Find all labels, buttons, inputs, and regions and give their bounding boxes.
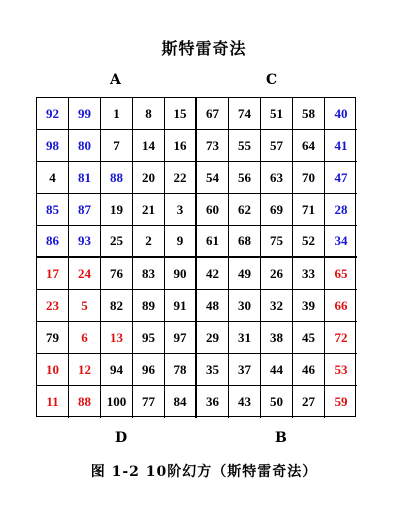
grid-cell: 39 xyxy=(293,290,325,322)
grid-cell: 17 xyxy=(37,258,69,290)
grid-cell: 58 xyxy=(293,98,325,130)
grid-cell: 77 xyxy=(133,386,165,418)
grid-cell: 40 xyxy=(325,98,357,130)
grid-cell: 34 xyxy=(325,226,357,258)
grid-cell: 51 xyxy=(261,98,293,130)
grid-cell: 41 xyxy=(325,130,357,162)
grid-cell: 48 xyxy=(197,290,229,322)
grid-cell: 59 xyxy=(334,394,348,409)
grid-cell: 83 xyxy=(133,258,165,290)
grid-cell: 64 xyxy=(293,130,325,162)
grid-cell: 60 xyxy=(197,194,229,226)
grid-cell: 35 xyxy=(197,354,229,386)
grid-cell: 66 xyxy=(325,290,357,322)
grid-cell: 10 xyxy=(37,354,69,386)
grid-cell: 81 xyxy=(69,162,101,194)
grid-cell: 97 xyxy=(165,322,197,354)
figure-caption: 图 1-2 10阶幻方（斯特雷奇法） xyxy=(90,464,318,480)
grid-cell: 9 xyxy=(165,226,197,258)
grid-cell: 3 xyxy=(165,194,197,226)
grid-cell: 29 xyxy=(197,322,229,354)
grid-cell: 74 xyxy=(229,98,261,130)
grid-cell: 33 xyxy=(293,258,325,290)
grid-cell: 11 xyxy=(37,386,69,418)
grid-cell: 37 xyxy=(229,354,261,386)
grid-cell: 25 xyxy=(101,226,133,258)
grid-cell: 30 xyxy=(229,290,261,322)
grid-cell: 65 xyxy=(325,258,357,290)
grid-cell: 38 xyxy=(261,322,293,354)
grid-cell: 36 xyxy=(197,386,229,418)
grid-cell: 15 xyxy=(165,98,197,130)
quadrant-label-c: C xyxy=(266,72,278,88)
grid-cell: 22 xyxy=(165,162,197,194)
grid-cell: 46 xyxy=(293,354,325,386)
grid-cell: 43 xyxy=(229,386,261,418)
grid-cell: 45 xyxy=(293,322,325,354)
grid-cell: 47 xyxy=(325,162,357,194)
grid-cell: 71 xyxy=(293,194,325,226)
grid-cell: 67 xyxy=(197,98,229,130)
grid-cell: 78 xyxy=(165,354,197,386)
grid-cell: 50 xyxy=(261,386,293,418)
grid-cell: 95 xyxy=(133,322,165,354)
grid-cell: 100 xyxy=(101,386,133,418)
grid-cell: 52 xyxy=(293,226,325,258)
grid-cell: 27 xyxy=(293,386,325,418)
grid-cell: 8 xyxy=(133,98,165,130)
grid-cell: 63 xyxy=(261,162,293,194)
grid-cell: 61 xyxy=(197,226,229,258)
grid-cell: 19 xyxy=(101,194,133,226)
grid-cell: 73 xyxy=(197,130,229,162)
grid-cell: 32 xyxy=(261,290,293,322)
magic-square-grid xyxy=(36,97,356,417)
grid-cell: 42 xyxy=(197,258,229,290)
grid-cell: 56 xyxy=(229,162,261,194)
page-title: 斯特雷奇法 xyxy=(161,39,247,58)
grid-cell: 20 xyxy=(133,162,165,194)
grid-cell: 88 xyxy=(69,386,101,418)
grid-cell: 84 xyxy=(165,386,197,418)
grid-cell: 24 xyxy=(69,258,101,290)
grid-cell: 96 xyxy=(133,354,165,386)
grid-cell: 16 xyxy=(165,130,197,162)
grid-cell: 85 xyxy=(37,194,69,226)
grid-cell: 2 xyxy=(133,226,165,258)
grid-cell: 23 xyxy=(37,290,69,322)
grid-cell: 69 xyxy=(261,194,293,226)
grid-cell: 91 xyxy=(165,290,197,322)
grid-cell: 89 xyxy=(133,290,165,322)
grid-cell: 92 xyxy=(37,98,69,130)
grid-cell: 98 xyxy=(37,130,69,162)
grid-cell: 49 xyxy=(229,258,261,290)
grid-cell: 86 xyxy=(37,226,69,258)
grid-cell: 87 xyxy=(69,194,101,226)
grid-cell: 14 xyxy=(133,130,165,162)
grid-cell: 53 xyxy=(325,354,357,386)
grid-cell: 82 xyxy=(101,290,133,322)
grid-cell: 79 xyxy=(37,322,69,354)
grid-cell: 28 xyxy=(325,194,357,226)
grid-cell: 54 xyxy=(197,162,229,194)
grid-cell: 72 xyxy=(325,322,357,354)
grid-cell: 1 xyxy=(101,98,133,130)
grid-cell: 57 xyxy=(261,130,293,162)
grid-cell: 6 xyxy=(69,322,101,354)
grid-cell: 88 xyxy=(101,162,133,194)
grid-cell: 4 xyxy=(37,162,69,194)
grid-cell: 93 xyxy=(69,226,101,258)
quadrant-label-b: B xyxy=(275,430,287,446)
grid-cell: 21 xyxy=(133,194,165,226)
grid-cell: 31 xyxy=(229,322,261,354)
grid-cell: 5 xyxy=(69,290,101,322)
grid-cell: 44 xyxy=(261,354,293,386)
grid-cell: 70 xyxy=(293,162,325,194)
grid-cell: 13 xyxy=(101,322,133,354)
grid-cell: 7 xyxy=(101,130,133,162)
grid-cell: 26 xyxy=(261,258,293,290)
grid-cell: 94 xyxy=(101,354,133,386)
grid-cell: 62 xyxy=(229,194,261,226)
grid-cell: 80 xyxy=(69,130,101,162)
grid-cell: 76 xyxy=(101,258,133,290)
grid-cell: 99 xyxy=(69,98,101,130)
grid-cell: 55 xyxy=(229,130,261,162)
quadrant-label-d: D xyxy=(115,430,128,446)
grid-cell: 68 xyxy=(229,226,261,258)
grid-cell: 12 xyxy=(69,354,101,386)
grid-cell: 90 xyxy=(165,258,197,290)
quadrant-label-a: A xyxy=(110,72,121,88)
grid-cell: 75 xyxy=(261,226,293,258)
